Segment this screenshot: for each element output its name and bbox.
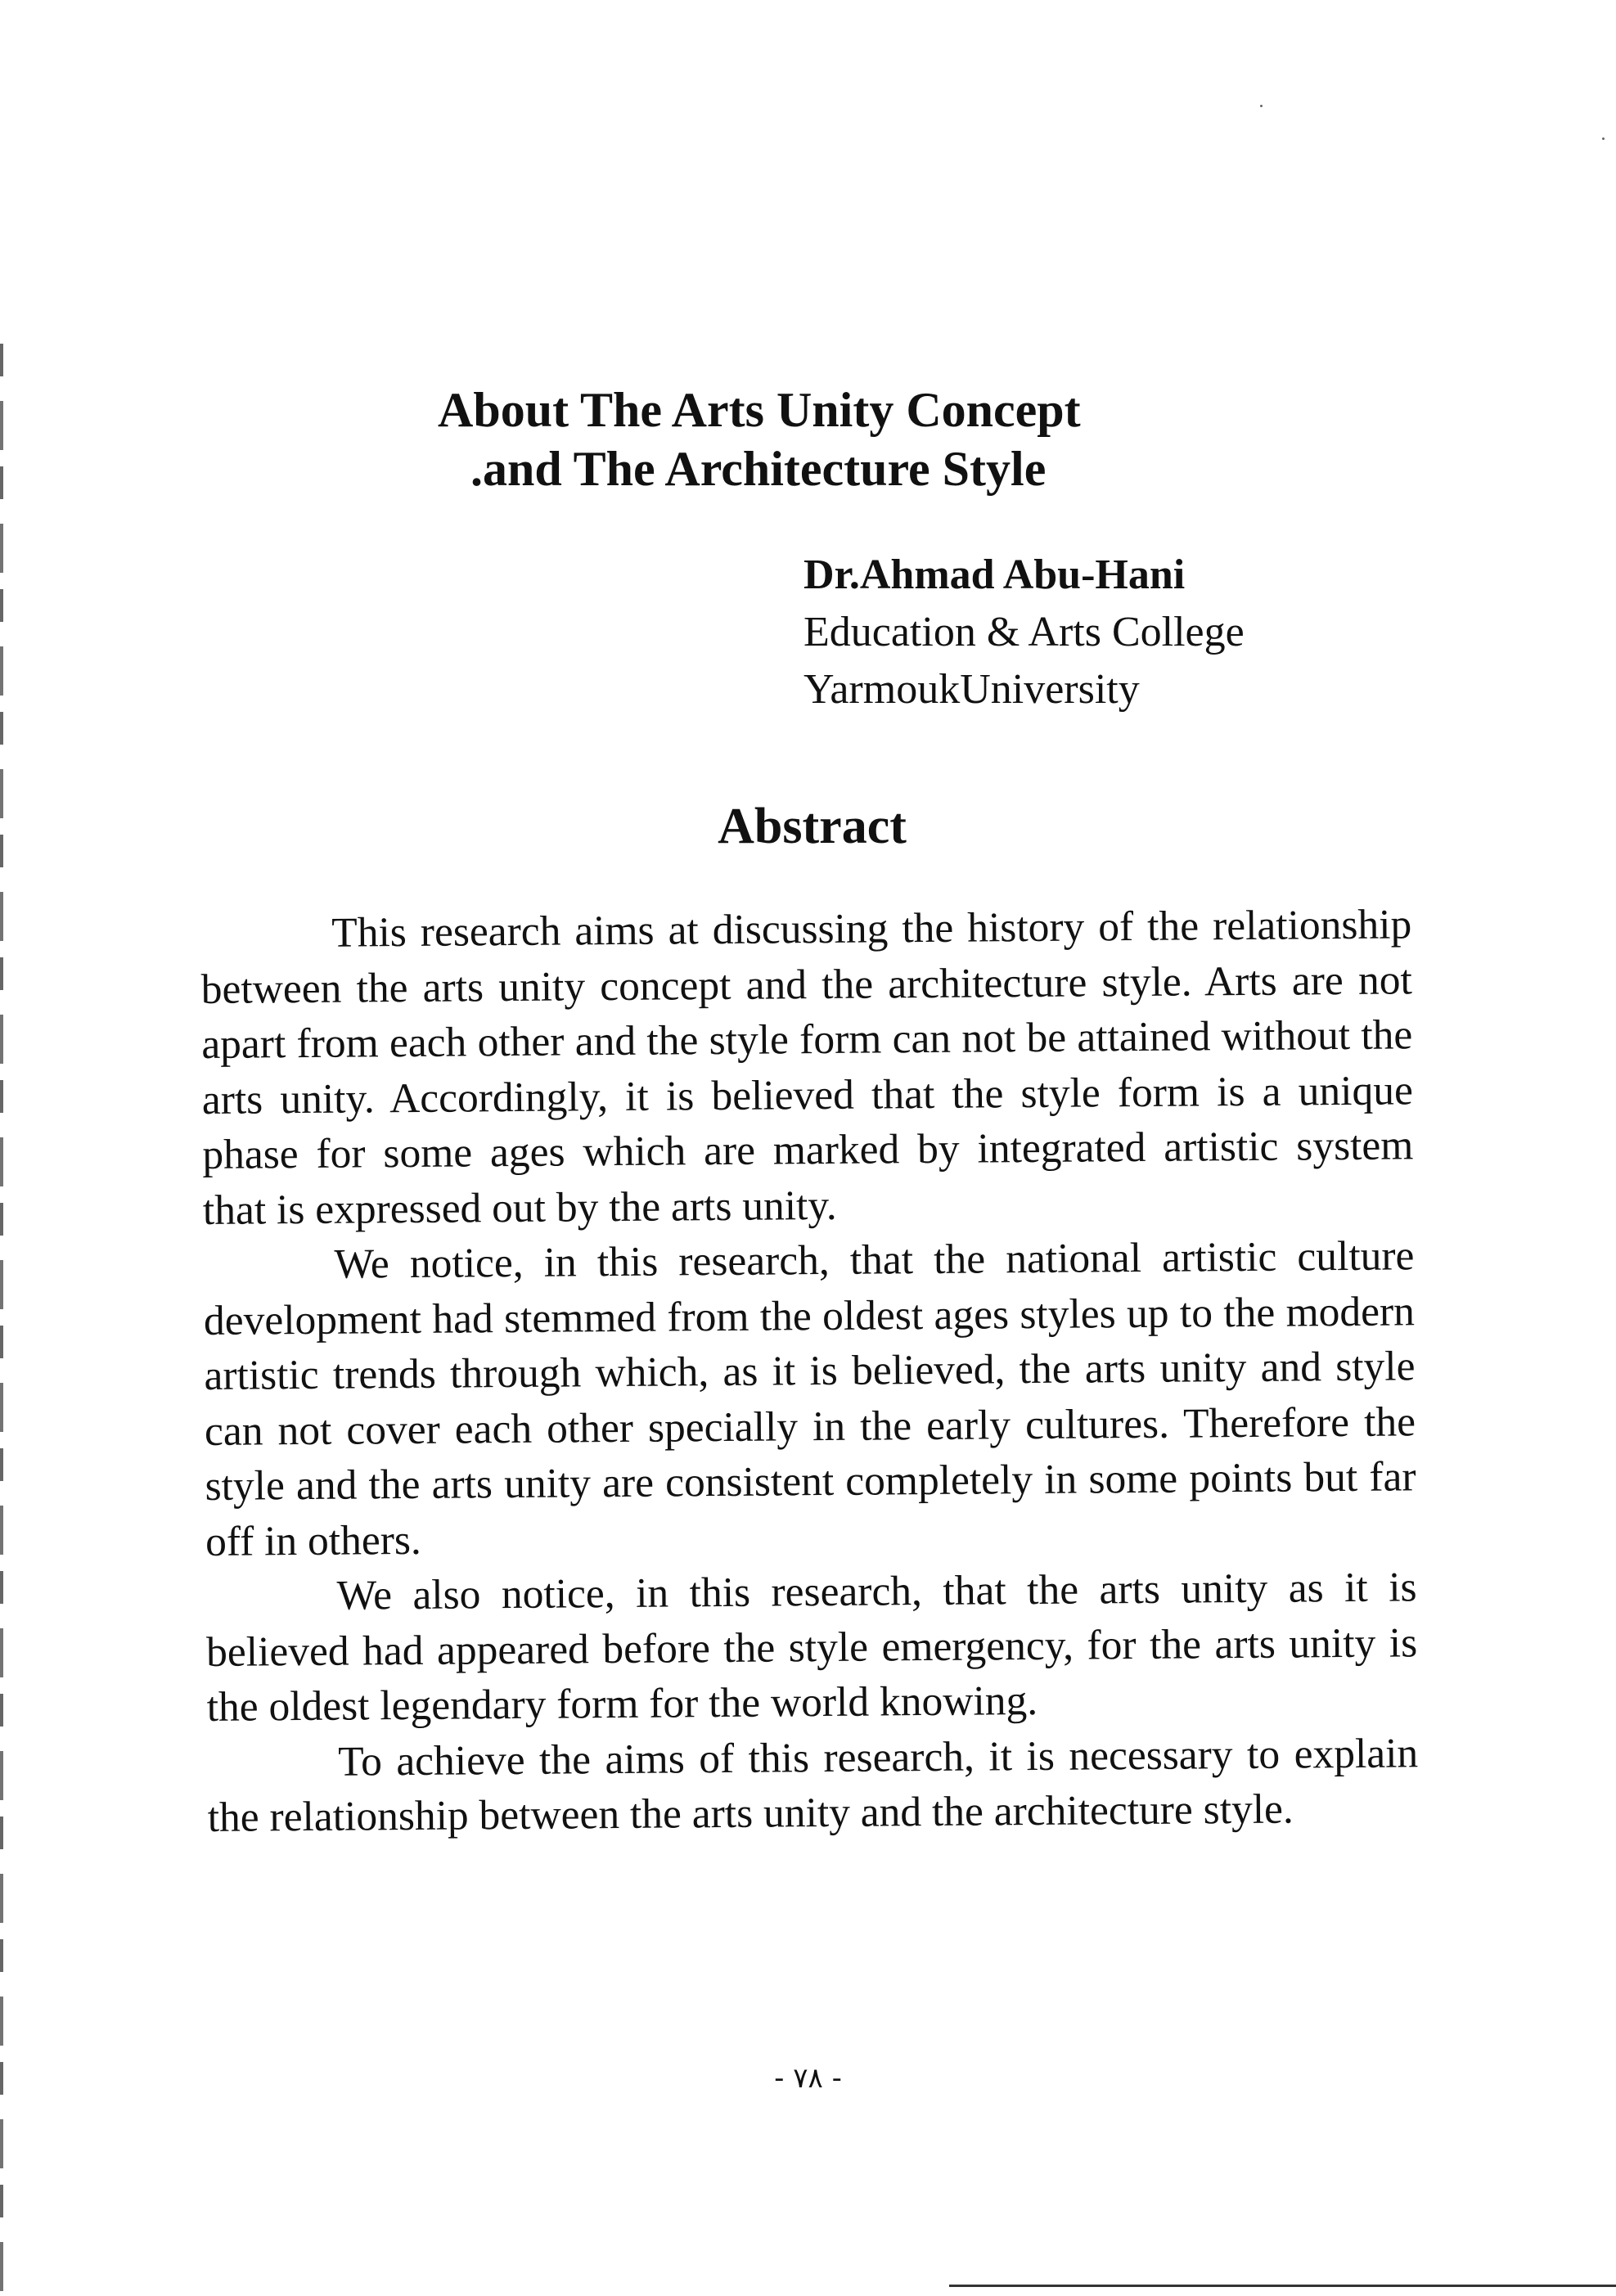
page-number: - ٧٨ - bbox=[774, 2062, 842, 2095]
abstract-paragraph-1: This research aims at discussing the history of the relationship between the arts unity concept and the architecture style. Arts are not apart from each other and the style form can not be attained without the arts unity. Accordingly, it is believed that the style form is a unique phase for some ages which are marked by integrated artistic system that is expressed out by the arts unity. bbox=[200, 901, 1414, 1234]
abstract-heading: Abstract bbox=[718, 799, 907, 854]
author-name: Dr.Ahmad Abu-Hani bbox=[803, 551, 1186, 598]
author-block bbox=[803, 547, 1376, 718]
abstract-body bbox=[200, 897, 1419, 1845]
paper-title-line-2: .and The Architecture Style bbox=[470, 442, 1047, 496]
scan-speck bbox=[1260, 105, 1263, 107]
abstract-paragraph-3: We also notice, in this research, that the arts unity as it is believed had appeared before the style emergency, for the arts unity is the oldest legendary form for the world knowing. bbox=[205, 1564, 1418, 1731]
scan-edge-artifact bbox=[0, 344, 3, 2296]
scan-bottom-edge bbox=[949, 2285, 1616, 2287]
scan-speck bbox=[1602, 137, 1605, 140]
author-college: Education & Arts College bbox=[803, 609, 1245, 655]
abstract-paragraph-4: To achieve the aims of this research, it is necessary to explain the relationship between the arts unity and the architecture style. bbox=[207, 1729, 1419, 1841]
abstract-paragraph-2: We notice, in this research, that the national artistic culture development had stemmed from the oldest ages styles up to the modern artistic trends through which, as it is believed, the arts unity and style can not cover each other specially in the early cultures. Therefore the style and the arts unity are consistent completely in some points but far off in others. bbox=[203, 1232, 1416, 1565]
paper-title-line-1: About The Arts Unity Concept bbox=[438, 383, 1081, 437]
author-university: YarmoukUniversity bbox=[803, 666, 1140, 713]
paper-title bbox=[438, 380, 1256, 498]
